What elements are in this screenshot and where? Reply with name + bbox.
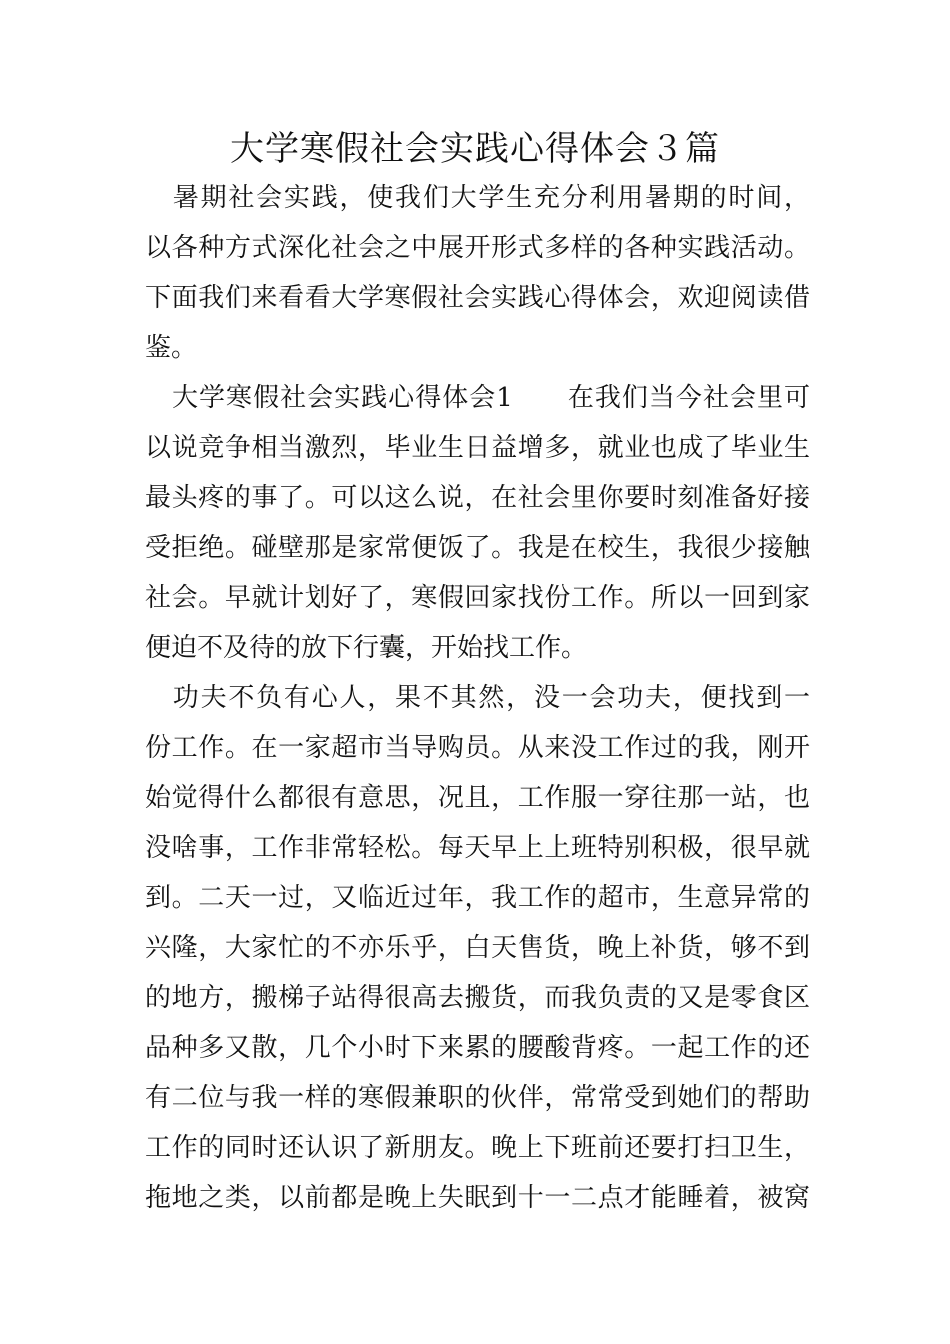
- body-line: 受拒绝。碰壁那是家常便饭了。我是在校生，我很少接触: [145, 533, 810, 563]
- body-line: 拖地之类，以前都是晚上失眠到十一二点才能睡着，被窝: [145, 1183, 810, 1213]
- body-line: 以各种方式深化社会之中展开形式多样的各种实践活动。: [145, 233, 810, 263]
- body-line: 以说竞争相当激烈，毕业生日益增多，就业也成了毕业生: [145, 433, 810, 463]
- body-line: 份工作。在一家超市当导购员。从来没工作过的我，刚开: [145, 733, 810, 763]
- body-line: 便迫不及待的放下行囊，开始找工作。: [145, 633, 588, 663]
- body-line: 下面我们来看看大学寒假社会实践心得体会，欢迎阅读借: [145, 283, 810, 313]
- body-line: 的地方，搬梯子站得很高去搬货，而我负责的又是零食区: [145, 983, 810, 1013]
- body-line: 工作的同时还认识了新朋友。晚上下班前还要打扫卫生，: [145, 1133, 810, 1163]
- body-line: 兴隆，大家忙的不亦乐乎，白天售货，晚上补货，够不到: [145, 933, 810, 963]
- body-line: 始觉得什么都很有意思，况且，工作服一穿往那一站，也: [145, 783, 810, 813]
- body-line: 大学寒假社会实践心得体会1 在我们当今社会里可: [145, 383, 810, 413]
- body-line: 有二位与我一样的寒假兼职的伙伴，常常受到她们的帮助: [145, 1083, 810, 1113]
- body-line: 最头疼的事了。可以这么说，在社会里你要时刻准备好接: [145, 483, 810, 513]
- body-line: 暑期社会实践，使我们大学生充分利用暑期的时间，: [145, 183, 810, 213]
- body-line: 鉴。: [145, 333, 198, 363]
- body-line: 到。二天一过，又临近过年，我工作的超市，生意异常的: [145, 883, 810, 913]
- body-line: 社会。早就计划好了，寒假回家找份工作。所以一回到家: [145, 583, 810, 613]
- body-line: 品种多又散，几个小时下来累的腰酸背疼。一起工作的还: [145, 1033, 810, 1063]
- body-line: 没啥事，工作非常轻松。每天早上上班特别积极，很早就: [145, 833, 810, 863]
- document-title: 大学寒假社会实践心得体会３篇: [230, 129, 720, 169]
- body-line: 功夫不负有心人，果不其然，没一会功夫，便找到一: [145, 683, 810, 713]
